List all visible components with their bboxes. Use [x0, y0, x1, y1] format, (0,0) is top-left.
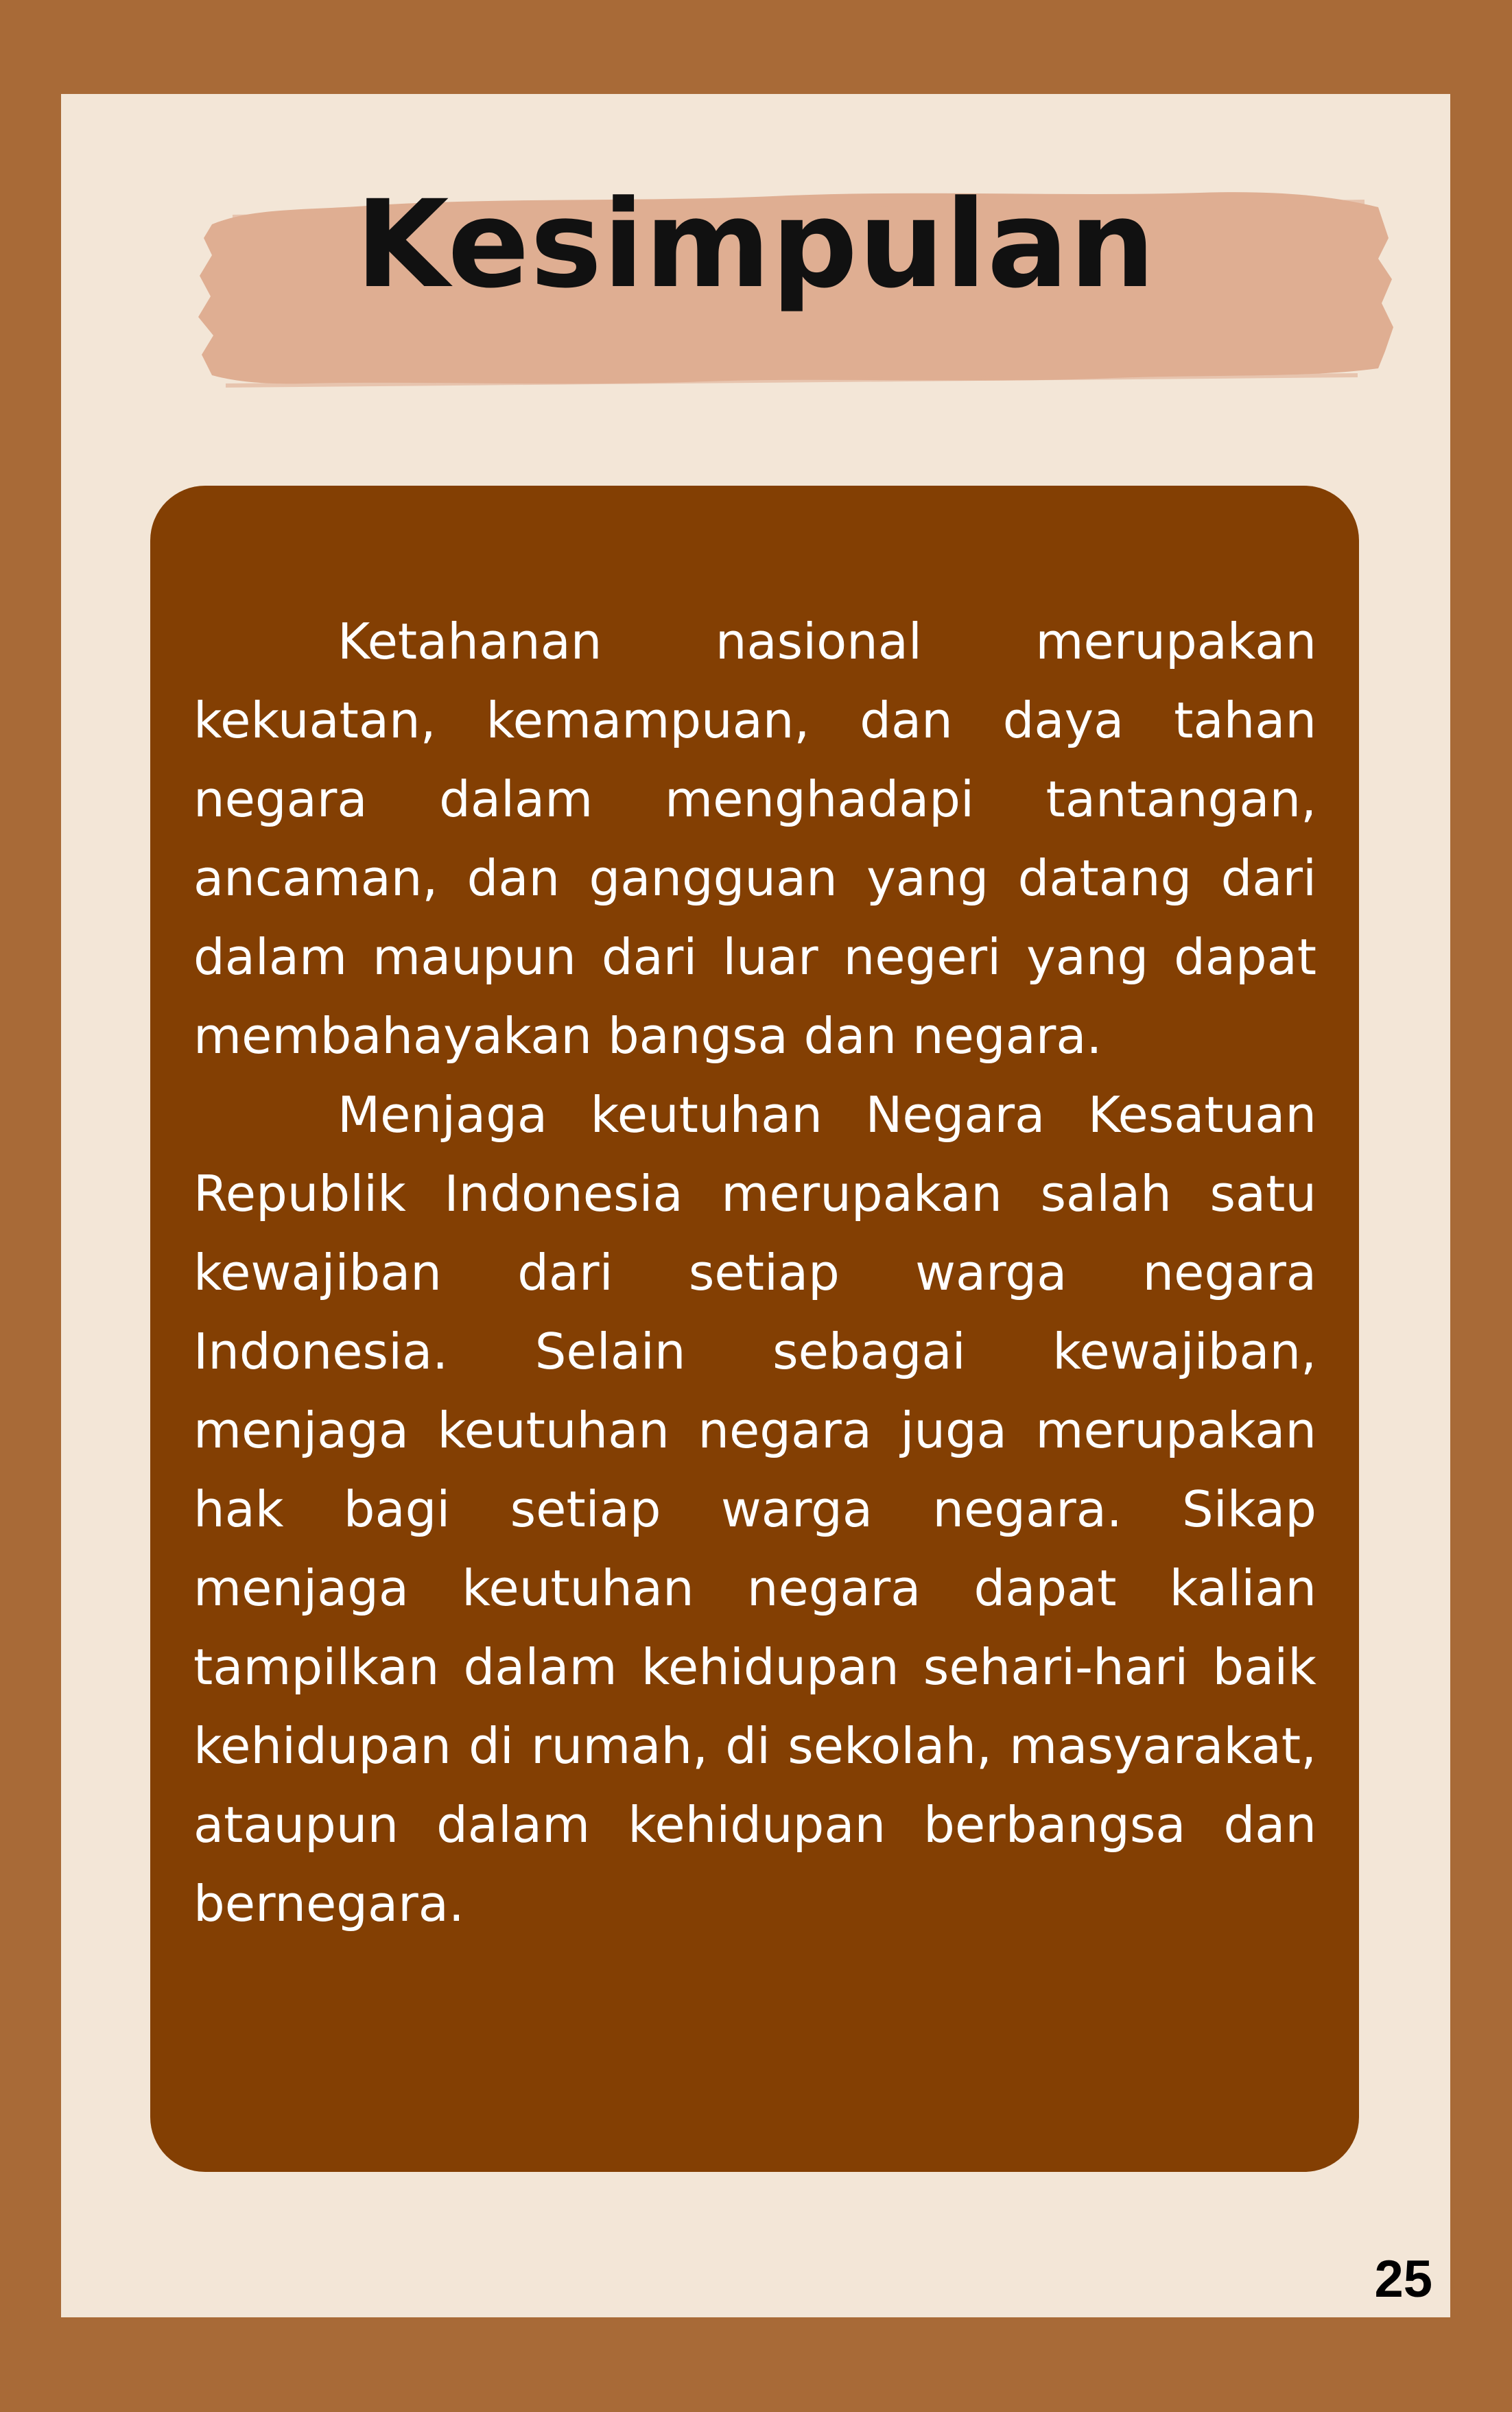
conclusion-text [193, 602, 1316, 1943]
conclusion-card [150, 486, 1359, 2172]
paragraph-2: Menjaga keutuhan Negara Kesatuan Republik Indonesia merupakan salah satu kewajiban dari setiap warga negara Indonesia. Selain sebagai kewajiban, menjaga keutuhan negara juga merupakan hak bagi setiap warga negara. Sikap menjaga keutuhan negara dapat kalian tampilkan dalam kehidupan sehari-hari baik kehidupan di rumah, di sekolah, masyarakat, ataupun dalam kehidupan berbangsa dan bernegara. [193, 1086, 1316, 1932]
page-title: Kesimpulan [355, 174, 1156, 315]
page-number: 25 [1374, 2250, 1432, 2308]
page [61, 94, 1450, 2317]
paragraph-1: Ketahanan nasional merupakan kekuatan, kemampuan, dan daya tahan negara dalam menghadapi tantangan, ancaman, dan gangguan yang datang dari dalam maupun dari luar negeri yang dapat membahayakan bangsa dan negara. [193, 613, 1316, 1065]
